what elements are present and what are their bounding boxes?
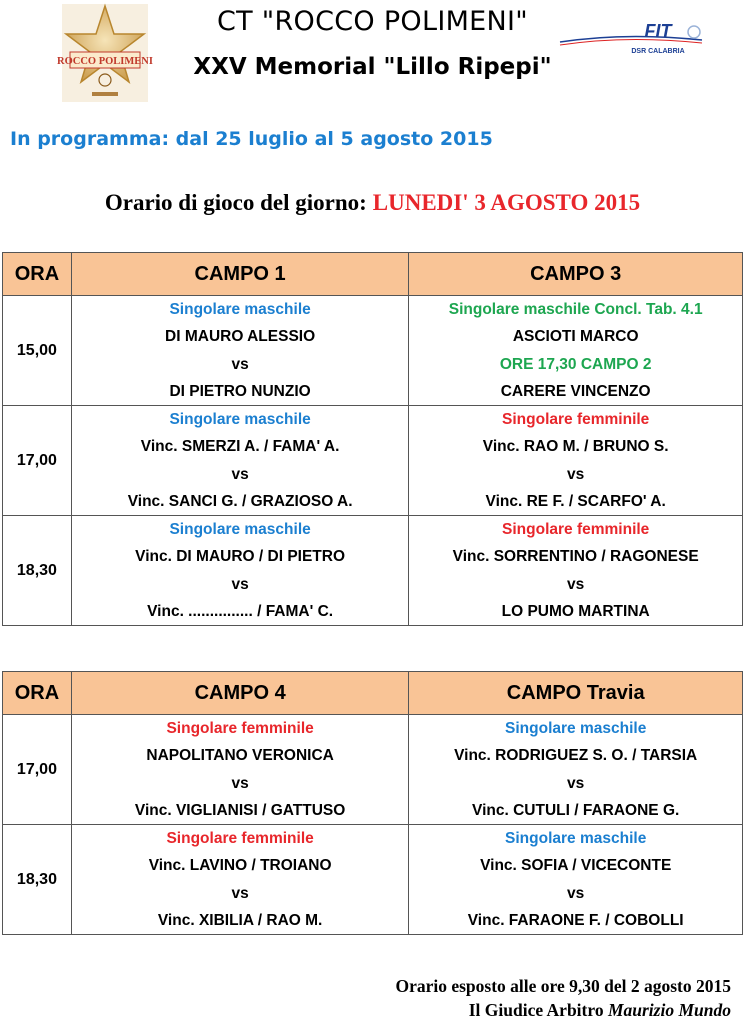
player-line: Vinc. SORRENTINO / RAGONESE — [452, 548, 699, 566]
match-cell — [71, 406, 408, 516]
page-subtitle: XXV Memorial "Lillo Ripepi" — [193, 54, 552, 80]
match-cell — [71, 296, 408, 406]
schedule-day: LUNEDI' 3 AGOSTO 2015 — [372, 190, 641, 215]
versus-label: vs — [567, 465, 585, 483]
match-cell — [409, 825, 743, 935]
table-header-row — [3, 672, 743, 715]
player-line: Vinc. SMERZI A. / FAMA' A. — [140, 438, 340, 456]
match-time: 15,00 — [3, 296, 72, 406]
table-row — [3, 296, 743, 406]
match-category: Singolare maschile — [169, 521, 311, 538]
player-line: ORE 17,30 CAMPO 2 — [499, 355, 652, 373]
match-category: Singolare maschile — [505, 720, 647, 737]
header-campo-4: CAMPO 4 — [71, 672, 408, 715]
match-category: Singolare maschile Concl. Tab. 4.1 — [448, 301, 703, 318]
player-line: Vinc. FARAONE F. / COBOLLI — [467, 911, 684, 929]
table-row — [3, 406, 743, 516]
header-campo-1: CAMPO 1 — [71, 253, 408, 296]
versus-label: vs — [567, 575, 585, 593]
fit-logo-text: FIT — [644, 21, 672, 41]
versus-label: vs — [231, 774, 249, 792]
match-category: Singolare femminile — [502, 411, 650, 428]
match-category: Singolare maschile — [169, 301, 311, 318]
match-cell — [71, 715, 408, 825]
referee-name: Maurizio Mundo — [607, 1000, 731, 1020]
table-header-row — [3, 253, 743, 296]
player-line: NAPOLITANO VERONICA — [146, 747, 334, 765]
match-time: 18,30 — [3, 516, 72, 626]
page-title: CT "ROCCO POLIMENI" — [216, 6, 529, 37]
versus-label: vs — [231, 355, 249, 373]
schedule-table-2 — [2, 671, 743, 935]
match-cell — [409, 296, 743, 406]
referee-label: Il Giudice Arbitro — [468, 1000, 604, 1020]
table-row — [3, 825, 743, 935]
player-line: Vinc. SANCI G. / GRAZIOSO A. — [127, 492, 353, 510]
posted-time-note: Orario esposto alle ore 9,30 del 2 agosto 2015 — [395, 976, 731, 996]
match-cell — [409, 715, 743, 825]
table-row — [3, 516, 743, 626]
match-category: Singolare femminile — [166, 830, 314, 847]
player-line: Vinc. RODRIGUEZ S. O. / TARSIA — [454, 747, 698, 765]
match-time: 17,00 — [3, 406, 72, 516]
match-time: 17,00 — [3, 715, 72, 825]
match-time: 18,30 — [3, 825, 72, 935]
versus-label: vs — [567, 884, 585, 902]
referee-line — [469, 1000, 731, 1021]
match-cell — [71, 825, 408, 935]
match-category: Singolare femminile — [502, 521, 650, 538]
match-category: Singolare maschile — [505, 830, 647, 847]
fit-logo-caption: DSR CALABRIA — [631, 48, 685, 55]
table-row — [3, 715, 743, 825]
versus-label: vs — [231, 575, 249, 593]
schedule-table-1 — [2, 252, 743, 626]
logo-left-text: ROCCO POLIMENI — [57, 56, 153, 67]
player-line: ASCIOTI MARCO — [512, 328, 639, 346]
versus-label: vs — [231, 465, 249, 483]
schedule-day-line — [0, 190, 745, 216]
header-ora: ORA — [3, 253, 72, 296]
header-campo-3: CAMPO 3 — [409, 253, 743, 296]
program-dates: In programma: dal 25 luglio al 5 agosto 2015 — [10, 128, 493, 150]
player-line: LO PUMO MARTINA — [501, 602, 650, 620]
versus-label: vs — [231, 884, 249, 902]
player-line: Vinc. ............... / FAMA' C. — [147, 602, 334, 620]
player-line: Vinc. XIBILIA / RAO M. — [157, 911, 323, 929]
player-line: Vinc. RE F. / SCARFO' A. — [485, 492, 666, 510]
player-line: DI MAURO ALESSIO — [165, 328, 316, 346]
header-ora: ORA — [3, 672, 72, 715]
match-cell — [409, 516, 743, 626]
header-campo-travia: CAMPO Travia — [409, 672, 743, 715]
player-line: Vinc. RAO M. / BRUNO S. — [482, 438, 669, 456]
match-cell — [409, 406, 743, 516]
player-line: CARERE VINCENZO — [500, 382, 651, 400]
player-line: Vinc. LAVINO / TROIANO — [148, 857, 332, 875]
player-line: DI PIETRO NUNZIO — [169, 382, 311, 400]
match-cell — [71, 516, 408, 626]
match-category: Singolare femminile — [166, 720, 314, 737]
schedule-day-label: Orario di gioco del giorno: — [104, 190, 367, 215]
player-line: Vinc. DI MAURO / DI PIETRO — [135, 548, 346, 566]
player-line: Vinc. SOFIA / VICECONTE — [480, 857, 672, 875]
player-line: Vinc. VIGLIANISI / GATTUSO — [134, 801, 346, 819]
player-line: Vinc. CUTULI / FARAONE G. — [472, 801, 680, 819]
match-category: Singolare maschile — [169, 411, 311, 428]
versus-label: vs — [567, 774, 585, 792]
